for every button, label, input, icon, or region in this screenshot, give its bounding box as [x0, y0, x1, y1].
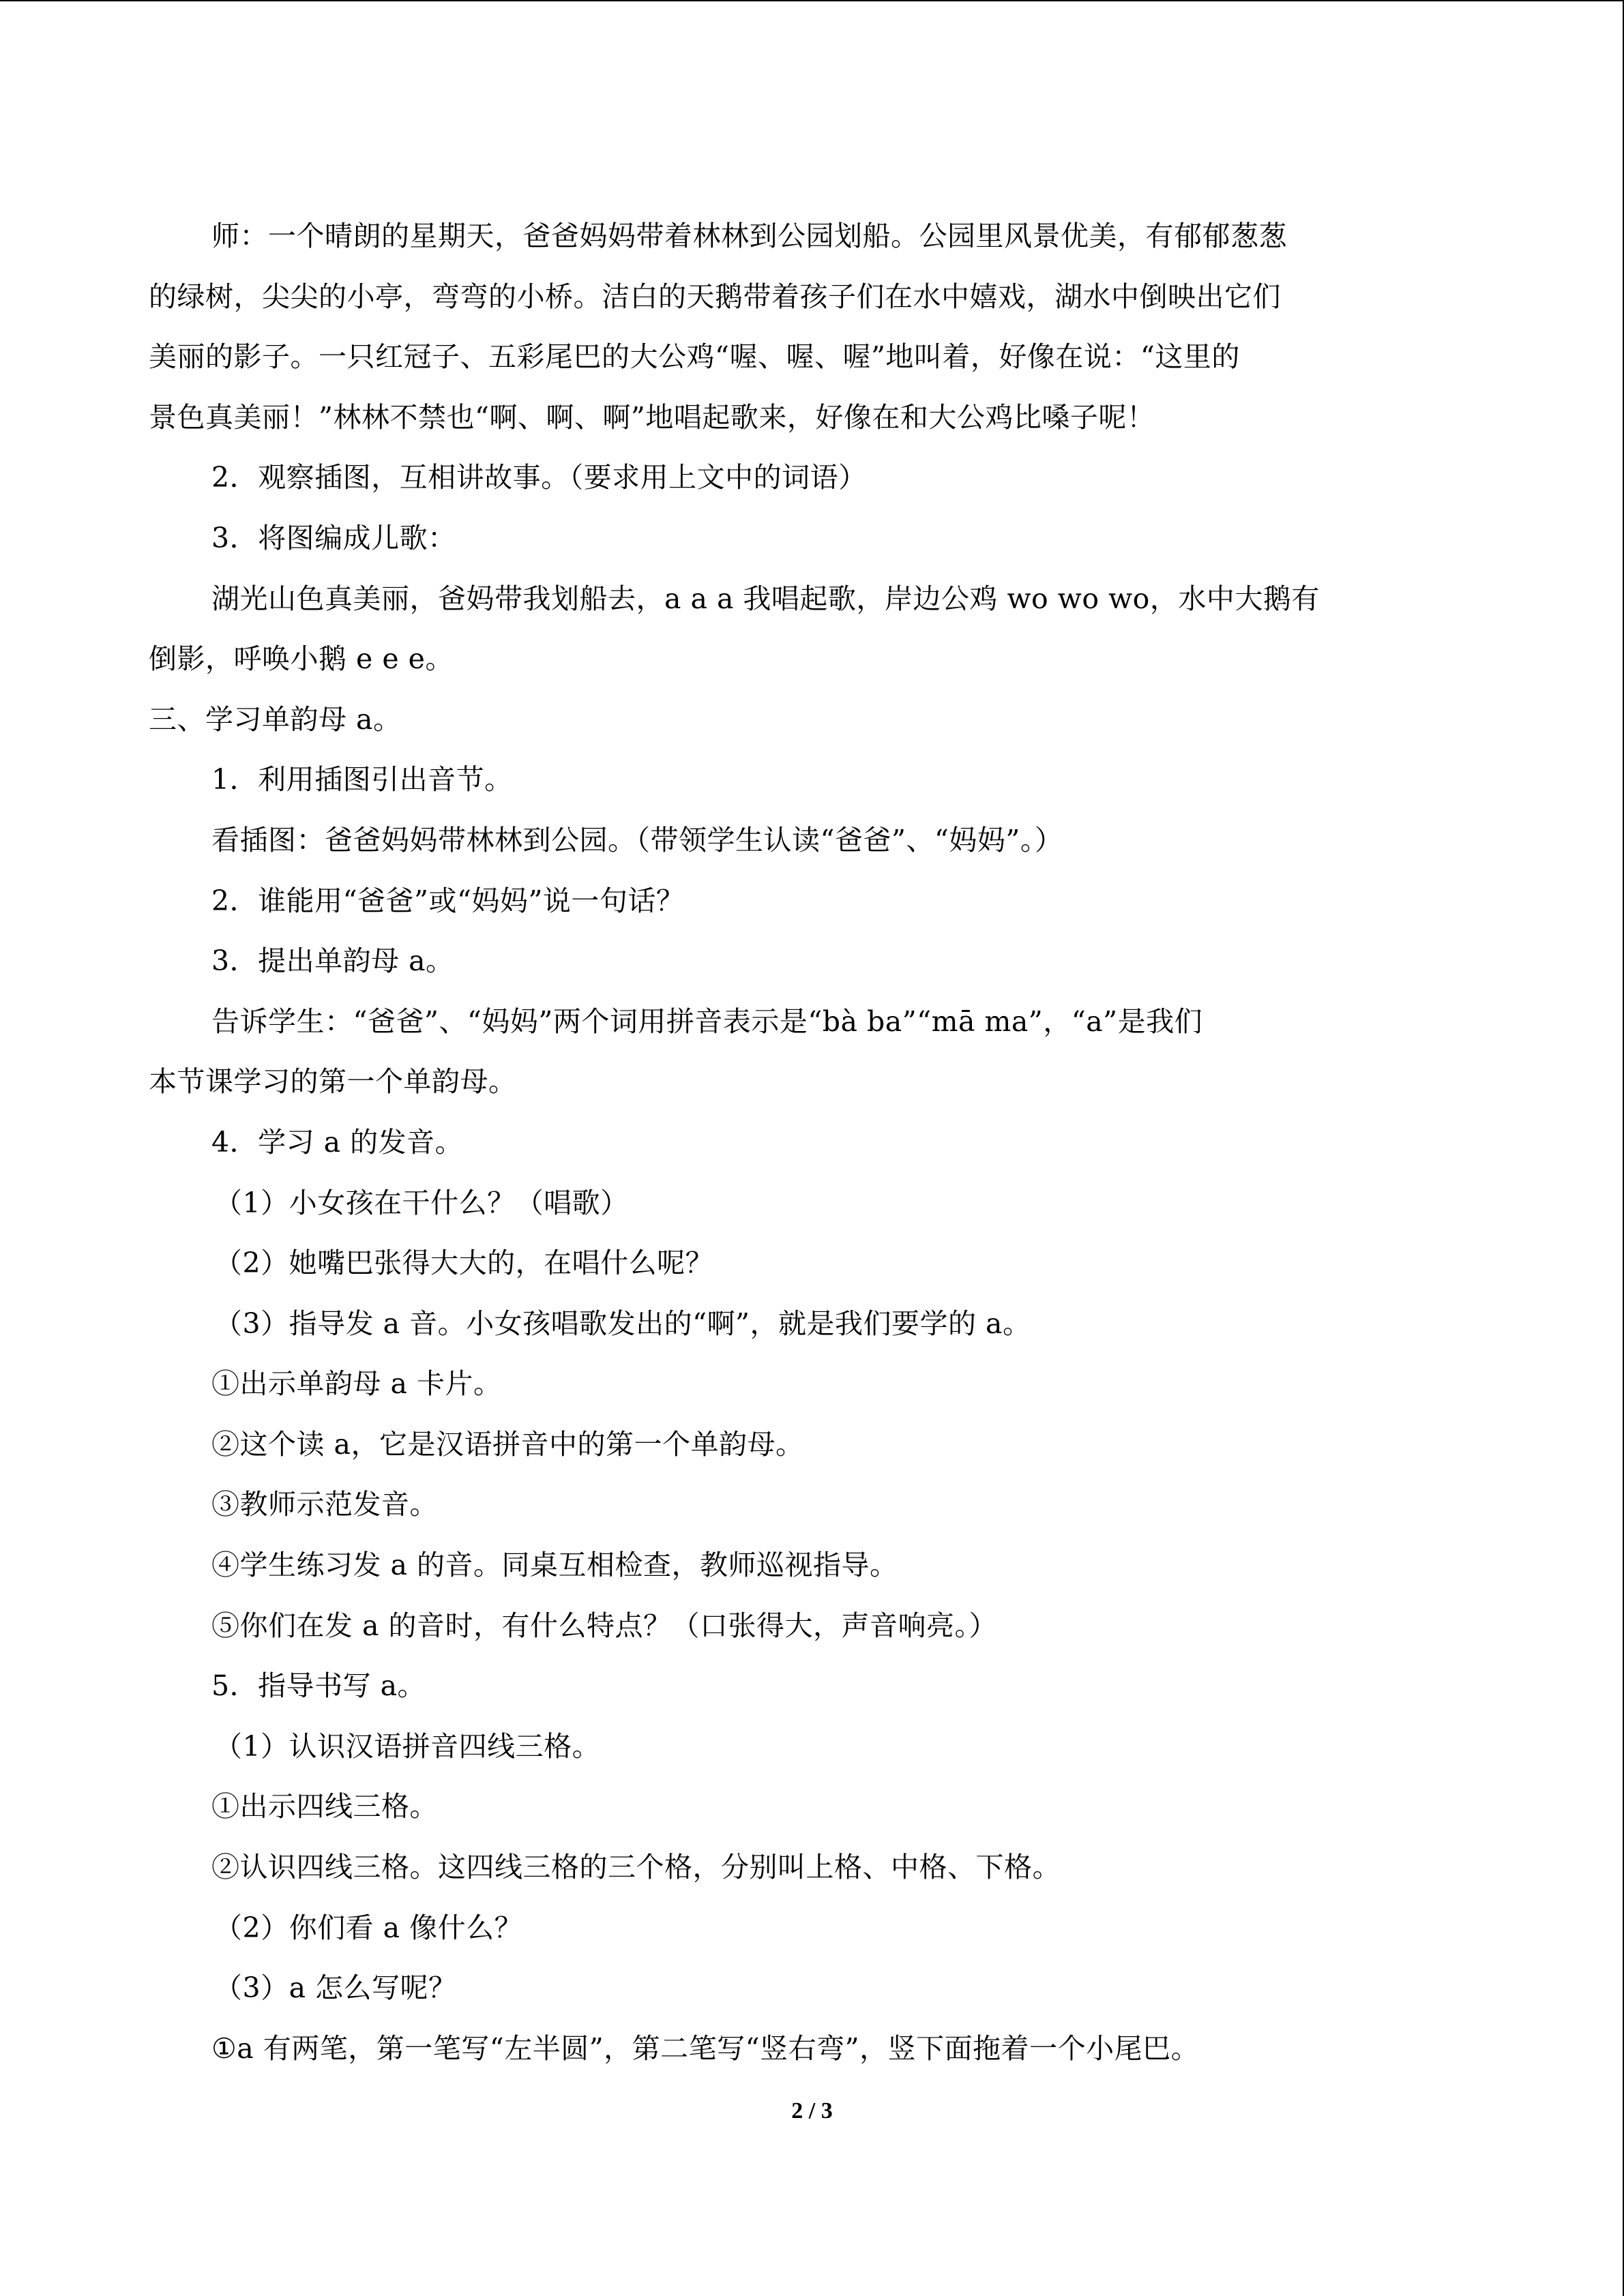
paragraph-line: 美丽的影子。一只红冠子、五彩尾巴的大公鸡“喔、喔、喔”地叫着，好像在说：“这里的 [149, 340, 1240, 374]
paragraph-line: ④学生练习发 a 的音。同桌互相检查，教师巡视指导。 [211, 1549, 898, 1582]
paragraph-line: （3）a 怎么写呢？ [214, 1971, 457, 2005]
paragraph-line: ①出示四线三格。 [211, 1790, 438, 1823]
paragraph-line: ①出示单韵母 a 卡片。 [211, 1367, 502, 1401]
paragraph-line: 告诉学生：“爸爸”、“妈妈”两个词用拼音表示是“bà ba”“mā ma”，“a”是我们 [211, 1004, 1203, 1038]
document-body [149, 206, 1479, 2078]
paragraph-line: 1．利用插图引出音节。 [211, 763, 513, 796]
paragraph-line: 倒影，呼唤小鹅 e e e。 [149, 642, 454, 676]
paragraph-line: ②认识四线三格。这四线三格的三个格，分别叫上格、中格、下格。 [211, 1851, 1061, 1884]
section-heading: 三、学习单韵母 a。 [149, 702, 402, 736]
paragraph-line: （1）认识汉语拼音四线三格。 [214, 1729, 601, 1763]
paragraph-line: ③教师示范发音。 [211, 1488, 438, 1521]
paragraph-line: ①a 有两笔，第一笔写“左半圆”，第二笔写“竖右弯”，竖下面拖着一个小尾巴。 [211, 2031, 1200, 2065]
paragraph-line: 湖光山色真美丽，爸妈带我划船去，a a a 我唱起歌，岸边公鸡 wo wo wo，水中大鹅有 [211, 582, 1320, 615]
paragraph-line: 的绿树，尖尖的小亭，弯弯的小桥。洁白的天鹅带着孩子们在水中嬉戏，湖水中倒映出它们 [149, 280, 1281, 313]
paragraph-line: ②这个读 a，它是汉语拼音中的第一个单韵母。 [211, 1427, 804, 1461]
page-number: 2 / 3 [791, 2098, 833, 2123]
paragraph-line: 5．指导书写 a。 [211, 1669, 426, 1703]
paragraph-line: 2．谁能用“爸爸”或“妈妈”说一句话？ [211, 884, 685, 917]
paragraph-line: 景色真美丽！”林林不禁也“啊、啊、啊”地唱起歌来，好像在和大公鸡比嗓子呢！ [149, 400, 1155, 434]
paragraph-line: 本节课学习的第一个单韵母。 [149, 1065, 517, 1099]
paragraph-line: （3）指导发 a 音。小女孩唱歌发出的“啊”，就是我们要学的 a。 [214, 1307, 1031, 1340]
paragraph-line: 2．观察插图，互相讲故事。（要求用上文中的词语） [211, 461, 867, 494]
paragraph-line: 师：一个晴朗的星期天，爸爸妈妈带着林林到公园划船。公园里风景优美，有郁郁葱葱 [211, 220, 1287, 252]
paragraph-line: 看插图：爸爸妈妈带林林到公园。（带领学生认读“爸爸”、“妈妈”。） [211, 823, 1063, 856]
paragraph-line: （2）她嘴巴张得大大的，在唱什么呢？ [214, 1247, 714, 1280]
paragraph-line: （2）你们看 a 像什么？ [214, 1911, 523, 1944]
paragraph-line: ⑤你们在发 a 的音时，有什么特点？（口张得大，声音响亮。） [211, 1609, 998, 1642]
paragraph-line: 3．提出单韵母 a。 [211, 944, 454, 978]
paragraph-line: 4．学习 a 的发音。 [211, 1125, 464, 1159]
paragraph-line: （1）小女孩在干什么？（唱歌） [214, 1186, 629, 1219]
paragraph-line: 3．将图编成儿歌： [211, 521, 456, 554]
